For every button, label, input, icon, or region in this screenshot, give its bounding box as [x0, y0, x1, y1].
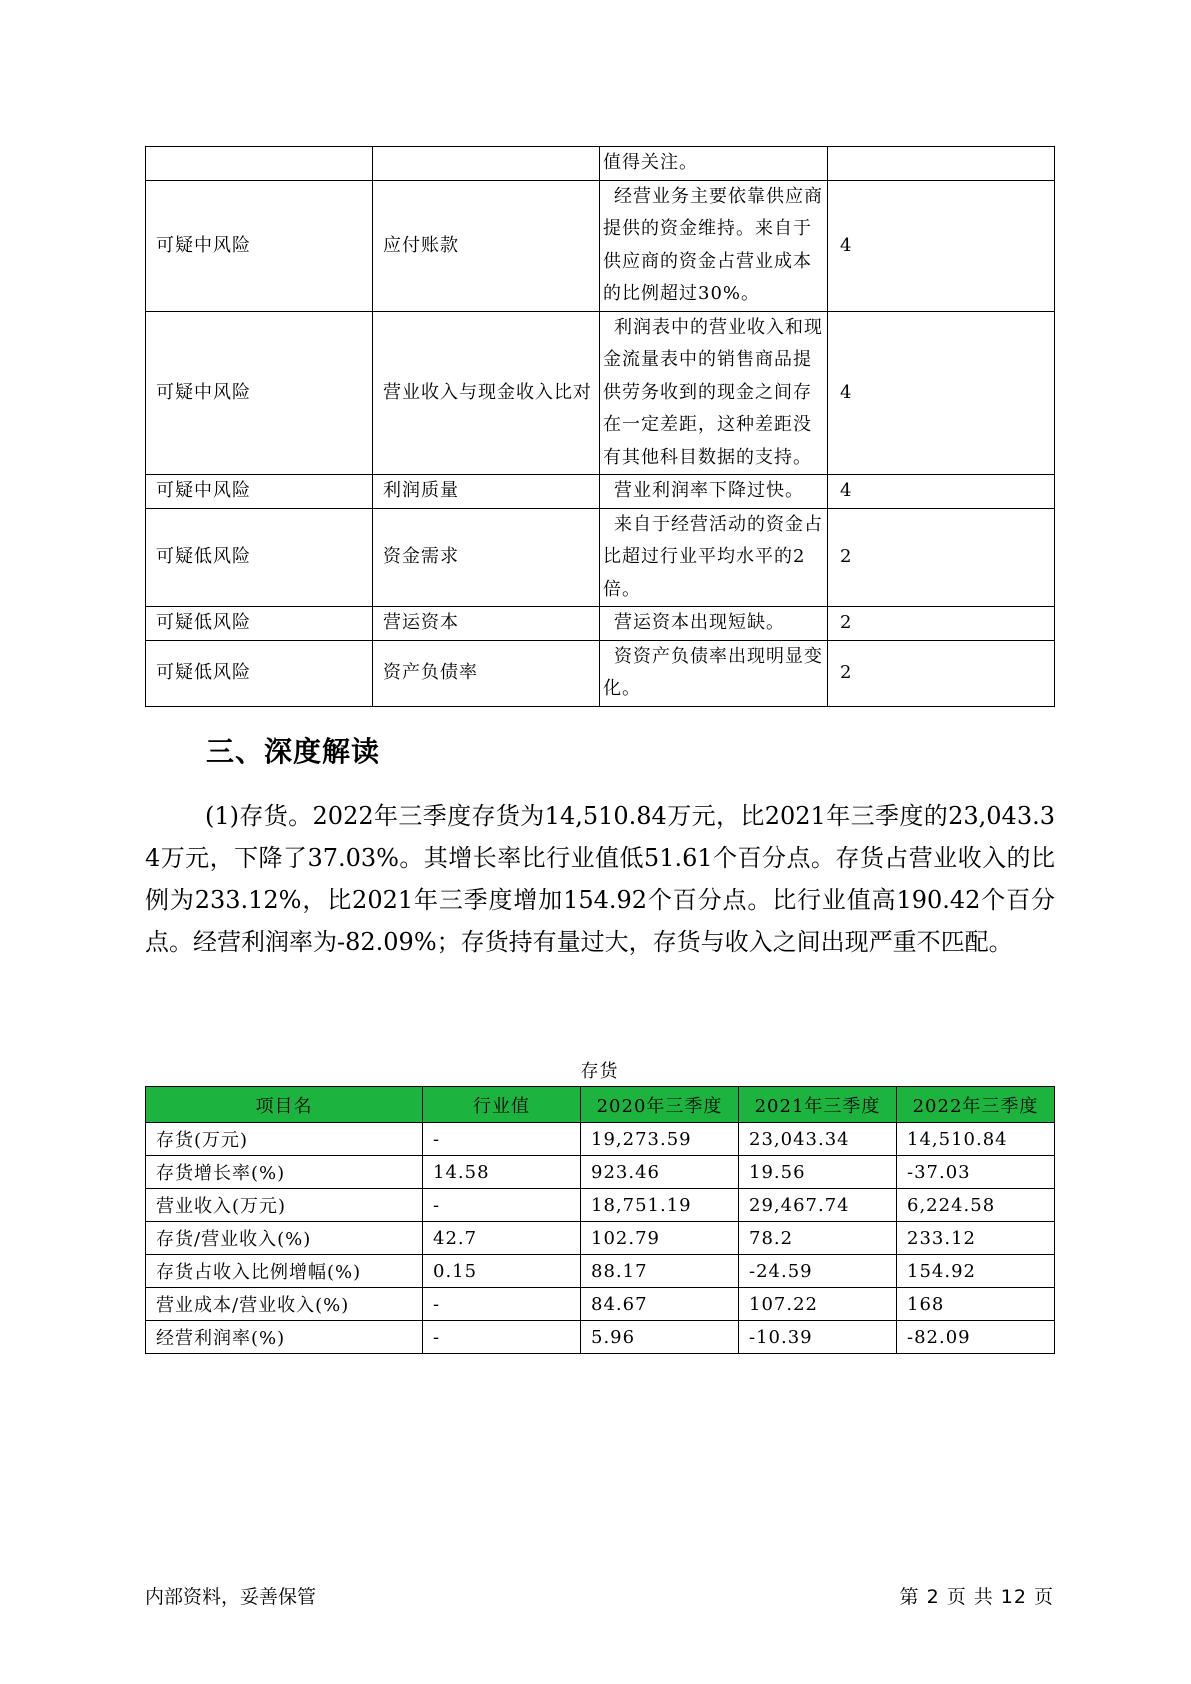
risk-row [146, 508, 1055, 607]
table-row [146, 1189, 1055, 1222]
table-cell: 存货/营业收入(%) [146, 1222, 423, 1255]
table-row [146, 1255, 1055, 1288]
table-cell: -37.03 [897, 1156, 1055, 1189]
table-cell: - [423, 1321, 581, 1354]
analysis-paragraph: (1)存货。2022年三季度存货为14,510.84万元，比2021年三季度的23,043.34万元，下降了37.03%。其增长率比行业值低51.61个百分点。存货占营业收入的比例为233.12%，比2021年三季度增加154.92个百分点。比行业值高190.42个百分点。经营利润率为-82.09%；存货持有量过大，存货与收入之间出现严重不匹配。 [145, 802, 1055, 956]
risk-level: 可疑低风险 [146, 640, 373, 706]
risk-row [146, 640, 1055, 706]
table-cell: - [423, 1123, 581, 1156]
table-cell: 存货(万元) [146, 1123, 423, 1156]
table-cell: 14.58 [423, 1156, 581, 1189]
risk-item: 营业收入与现金收入比对 [373, 311, 600, 475]
column-header: 2020年三季度 [581, 1087, 739, 1123]
table-cell: 6,224.58 [897, 1189, 1055, 1222]
risk-description: 来自于经营活动的资金占比超过行业平均水平的2倍。 [600, 508, 828, 607]
table-row [146, 1288, 1055, 1321]
risk-item [373, 147, 600, 181]
table-cell: 84.67 [581, 1288, 739, 1321]
risk-level: 可疑中风险 [146, 311, 373, 475]
table-row [146, 1222, 1055, 1255]
table-cell: 0.15 [423, 1255, 581, 1288]
risk-score: 4 [828, 180, 1055, 311]
page-number: 第 2 页 共 12 页 [899, 1586, 1054, 1608]
risk-row [146, 475, 1055, 509]
table-cell: 19,273.59 [581, 1123, 739, 1156]
risk-row [146, 311, 1055, 475]
risk-level: 可疑中风险 [146, 475, 373, 509]
risk-row [146, 180, 1055, 311]
risk-score: 2 [828, 607, 1055, 641]
table-cell: - [423, 1189, 581, 1222]
risk-score: 4 [828, 475, 1055, 509]
table-cell: 存货增长率(%) [146, 1156, 423, 1189]
risk-score [828, 147, 1055, 181]
table-cell: 5.96 [581, 1321, 739, 1354]
risk-level: 可疑低风险 [146, 607, 373, 641]
risk-description: 值得关注。 [600, 147, 828, 181]
table-cell: 营业成本/营业收入(%) [146, 1288, 423, 1321]
risk-description: 资资产负债率出现明显变化。 [600, 640, 828, 706]
inventory-table [145, 1086, 1055, 1354]
table-header-row [146, 1087, 1055, 1123]
risk-level: 可疑低风险 [146, 508, 373, 607]
table-cell: 102.79 [581, 1222, 739, 1255]
column-header: 2021年三季度 [739, 1087, 897, 1123]
table-cell: 233.12 [897, 1222, 1055, 1255]
table-cell: -10.39 [739, 1321, 897, 1354]
risk-description: 营运资本出现短缺。 [600, 607, 828, 641]
risk-description: 营业利润率下降过快。 [600, 475, 828, 509]
table-cell: -82.09 [897, 1321, 1055, 1354]
risk-row [146, 147, 1055, 181]
table-row [146, 1156, 1055, 1189]
risk-level: 可疑中风险 [146, 180, 373, 311]
risk-table [145, 146, 1055, 707]
risk-item: 营运资本 [373, 607, 600, 641]
table-cell: 168 [897, 1288, 1055, 1321]
risk-item: 资产负债率 [373, 640, 600, 706]
table-cell: 88.17 [581, 1255, 739, 1288]
risk-item: 资金需求 [373, 508, 600, 607]
table-cell: 存货占收入比例增幅(%) [146, 1255, 423, 1288]
risk-item: 应付账款 [373, 180, 600, 311]
table-row [146, 1123, 1055, 1156]
section-heading: 三、深度解读 [206, 735, 381, 768]
table-cell: 23,043.34 [739, 1123, 897, 1156]
table-cell: 923.46 [581, 1156, 739, 1189]
table-row [146, 1321, 1055, 1354]
table-cell: 42.7 [423, 1222, 581, 1255]
table-cell: 19.56 [739, 1156, 897, 1189]
risk-score: 4 [828, 311, 1055, 475]
table-cell: 107.22 [739, 1288, 897, 1321]
table-cell: 78.2 [739, 1222, 897, 1255]
table-cell: 营业收入(万元) [146, 1189, 423, 1222]
risk-score: 2 [828, 508, 1055, 607]
table-cell: -24.59 [739, 1255, 897, 1288]
table-cell: 14,510.84 [897, 1123, 1055, 1156]
table-cell: - [423, 1288, 581, 1321]
risk-item: 利润质量 [373, 475, 600, 509]
table-caption: 存货 [580, 1061, 619, 1082]
table-cell: 18,751.19 [581, 1189, 739, 1222]
table-cell: 经营利润率(%) [146, 1321, 423, 1354]
risk-score: 2 [828, 640, 1055, 706]
footer-confidential-note: 内部资料，妥善保管 [145, 1586, 317, 1608]
risk-description: 利润表中的营业收入和现金流量表中的销售商品提供劳务收到的现金之间存在一定差距，这种差距没有其他科目数据的支持。 [600, 311, 828, 475]
column-header: 2022年三季度 [897, 1087, 1055, 1123]
table-cell: 154.92 [897, 1255, 1055, 1288]
risk-row [146, 607, 1055, 641]
risk-description: 经营业务主要依靠供应商提供的资金维持。来自于供应商的资金占营业成本的比例超过30%。 [600, 180, 828, 311]
risk-level [146, 147, 373, 181]
column-header: 行业值 [423, 1087, 581, 1123]
column-header: 项目名 [146, 1087, 423, 1123]
table-cell: 29,467.74 [739, 1189, 897, 1222]
